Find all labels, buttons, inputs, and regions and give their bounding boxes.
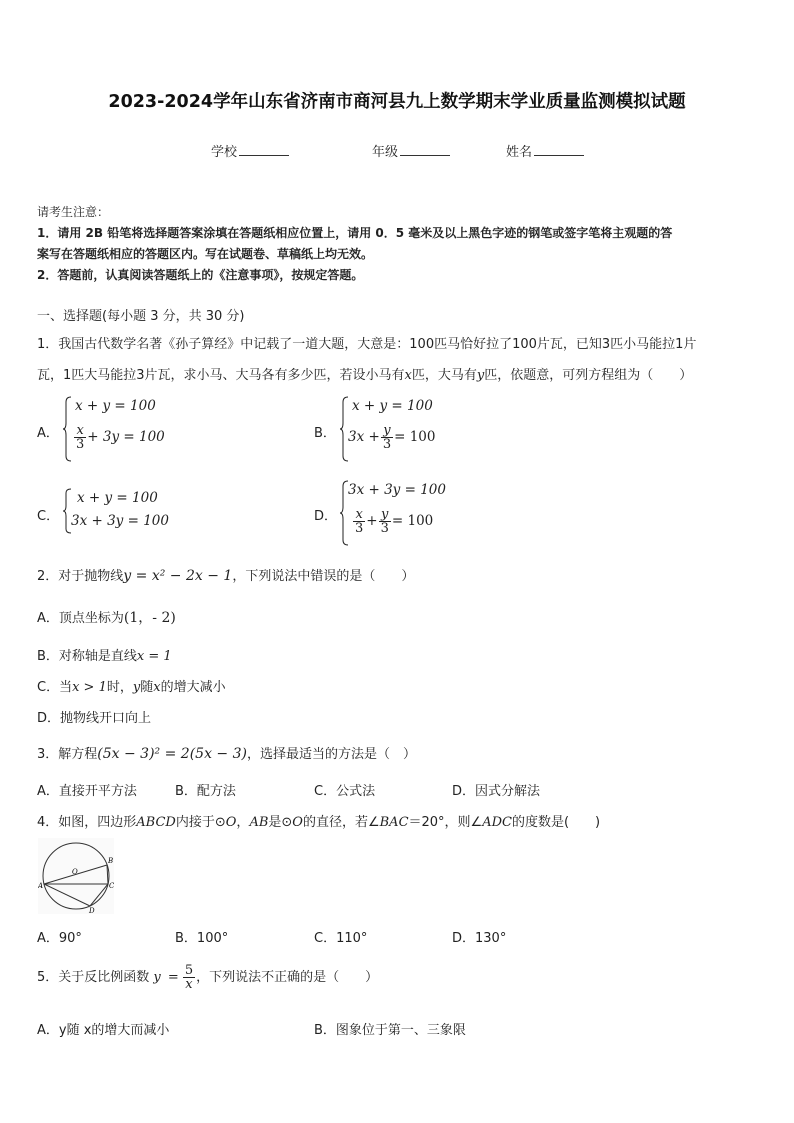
q4-option-d: D．130° [452, 931, 507, 946]
q1-option-b-system [340, 396, 460, 462]
q2-b-text: B．对称轴是直线 [37, 649, 137, 664]
circle-diagram [38, 838, 114, 914]
q4-t7: 的度数是( ) [511, 815, 601, 830]
q1-c-eq1: x + y = 100 [77, 490, 158, 506]
school-label: 学校 [211, 145, 238, 160]
notice-line-3: 2．答题前，认真阅读答题纸上的《注意事项》，按规定答题。 [37, 268, 364, 282]
label-d: D [89, 907, 95, 914]
q1-d-frac-x: $\frac{x}{3}$ [355, 507, 364, 536]
q2-c-text-d: 的增大减小 [160, 680, 226, 695]
q1-option-d-label: D． [314, 509, 338, 524]
q4-o1: O [225, 815, 237, 830]
q1-a-eq1: x + y = 100 [75, 398, 156, 414]
q3-option-b: B．配方法 [175, 784, 236, 799]
q4-option-a: A．90° [37, 931, 82, 946]
q4-o2: O [292, 815, 303, 830]
q1-d-frac-y: $\frac{y}{3}$ [380, 507, 389, 536]
q2-option-c [37, 676, 226, 695]
q1-b-eq2-head: 3x + [348, 429, 380, 445]
school-field [211, 141, 289, 160]
q2-formula: y = x² − 2x − 1 [123, 568, 233, 584]
q1-stem-line2 [37, 364, 692, 383]
q2-a-text: A．顶点坐标为 [37, 611, 124, 626]
q1-option-c-system [63, 488, 183, 534]
q4-option-c: C．110° [314, 931, 368, 946]
q5-equals: = [167, 970, 179, 985]
q4-t3: ， [236, 815, 250, 830]
q4-t6: ＝20°，则∠ [408, 815, 483, 830]
q1-option-b-label: B． [314, 426, 336, 441]
q2-option-a [37, 607, 176, 627]
q5-option-b: B．图象位于第一、三象限 [314, 1023, 466, 1038]
q4-adc: ADC [482, 815, 512, 830]
q1-b-eq1: x + y = 100 [352, 398, 433, 414]
notice-line-2: 案写在答题纸相应的答题区内。写在试题卷、草稿纸上均无效。 [37, 247, 374, 261]
q5-denominator: x [185, 977, 193, 992]
q5-fraction [183, 964, 195, 991]
q2-stem-b: ，下列说法中错误的是（ ） [232, 569, 415, 584]
q1-option-d-system: 3x + 3y = 100 $\frac{x}{3}$ + $\frac{y}{3}$ = 100 [340, 480, 460, 546]
q1-text-b: 匹，大马有 [411, 368, 477, 383]
grade-field [372, 141, 450, 160]
q3-stem-a: 3．解方程 [37, 747, 98, 762]
q2-option-d: D．抛物线开口向上 [37, 711, 152, 726]
q1-b-frac: $\frac{y}{3}$ [382, 423, 392, 452]
q1-d-eq1: 3x + 3y = 100 [348, 482, 446, 498]
q3-stem-b: ，选择最适当的方法是（ ） [246, 747, 416, 762]
q5-var-y: y [153, 970, 161, 985]
brace-icon [63, 396, 73, 462]
q5-stem-b: ，下列说法不正确的是（ ） [196, 970, 379, 985]
label-a: A [38, 882, 44, 890]
name-blank [534, 143, 584, 156]
q2-stem [37, 565, 414, 584]
q1-option-a-label: A． [37, 426, 59, 441]
label-c: C [109, 882, 114, 890]
q2-option-b [37, 645, 172, 664]
notice-heading: 请考生注意： [37, 205, 110, 219]
q3-option-c: C．公式法 [314, 784, 376, 799]
q4-option-b: B．100° [175, 931, 229, 946]
grade-blank [400, 143, 450, 156]
q1-d-eq2-tail: = 100 [391, 513, 434, 529]
q1-var-x: x [404, 368, 412, 383]
q3-option-a: A．直接开平方法 [37, 784, 137, 799]
q4-abcd: ABCD [136, 815, 176, 830]
q3-formula: (5x − 3)² = 2(5x − 3) [97, 746, 247, 762]
q4-t2: 内接于⊙ [175, 815, 226, 830]
q5-stem [37, 964, 378, 991]
q2-c-text-c: 随 [140, 680, 154, 695]
grade-label: 年级 [372, 145, 399, 160]
q4-ab: AB [249, 815, 269, 830]
q4-circle-figure [38, 838, 114, 914]
school-blank [239, 143, 289, 156]
q1-var-y: y [476, 368, 485, 383]
name-field [506, 141, 584, 160]
q5-numerator: 5 [184, 963, 194, 978]
q5-option-a: A．y随 x的增大而减小 [37, 1023, 170, 1038]
q4-t5: 的直径，若∠ [302, 815, 380, 830]
q3-option-d: D．因式分解法 [452, 784, 541, 799]
section-heading: 一、选择题(每小题 3 分，共 30 分) [37, 309, 245, 324]
name-label: 姓名 [506, 145, 533, 160]
q4-t1: 4．如图，四边形 [37, 815, 137, 830]
q5-stem-a: 5．关于反比例函数 [37, 970, 150, 985]
q1-stem-line1: 1．我国古代数学名著《孙子算经》中记载了一道大题，大意是：100匹马恰好拉了100片瓦，已知3匹小马能拉1片 [37, 337, 697, 352]
q1-c-eq2: 3x + 3y = 100 [71, 513, 169, 529]
q2-c-var-y: y [132, 680, 141, 695]
q4-bac: BAC [379, 815, 409, 830]
q1-text-c: 匹，依题意，可列方程组为（ ） [484, 368, 693, 383]
q4-t4: 是⊙ [268, 815, 293, 830]
label-b: B [108, 857, 114, 865]
q1-a-eq2-tail: + 3y = 100 [87, 429, 165, 445]
q1-b-eq2-tail: = 100 [394, 429, 436, 445]
q2-c-text-b: 时， [106, 680, 133, 695]
label-o: O [72, 868, 78, 876]
q2-b-value: x = 1 [136, 649, 172, 664]
q1-a-frac: $\frac{x}{3}$ [76, 423, 85, 452]
notice-line-1: 1．请用 2B 铅笔将选择题答案涂填在答题纸相应位置上，请用 0．5 毫米及以上黑色字迹的钢笔或签字笔将主观题的答 [37, 226, 673, 240]
page-title: 2023-2024学年山东省济南市商河县九上数学期末学业质量监测模拟试题 [108, 92, 686, 112]
q2-c-text-a: C．当 [37, 680, 73, 695]
q2-stem-a: 2．对于抛物线 [37, 569, 124, 584]
q4-stem [37, 811, 600, 830]
q2-c-value: x > 1 [72, 680, 107, 695]
q1-text-a: 瓦，1匹大马能拉3片瓦，求小马、大马各有多少匹，若设小马有 [37, 368, 405, 383]
q2-c-var-x: x [153, 680, 161, 695]
q1-option-c-label: C． [37, 509, 60, 524]
q2-a-value: (1，- 2) [123, 610, 176, 626]
q3-stem [37, 743, 416, 762]
q1-option-a-system [63, 396, 183, 462]
